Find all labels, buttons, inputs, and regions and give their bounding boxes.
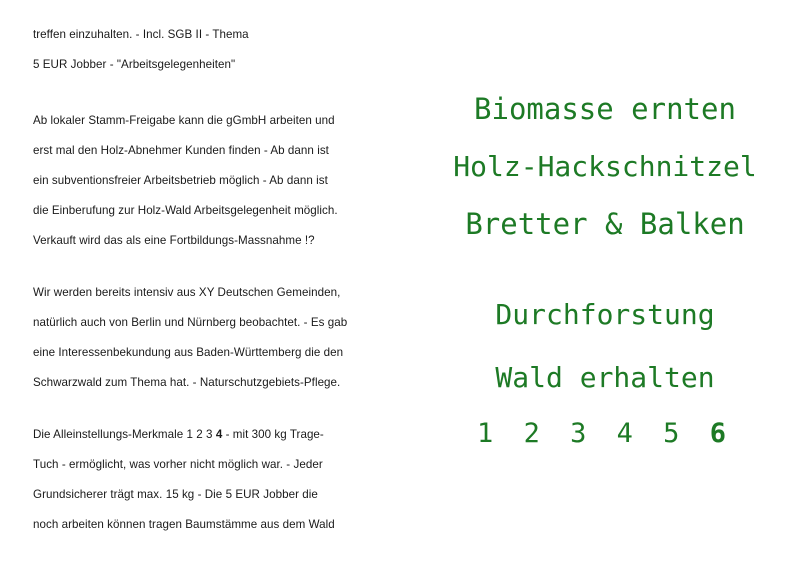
- number-4: 4: [616, 418, 640, 449]
- text-line: Verkauft wird das als eine Fortbildungs-Massnahme !?: [33, 234, 315, 247]
- text-column: [33, 20, 413, 540]
- number-sequence: [425, 418, 785, 449]
- number-1: 1: [477, 418, 501, 449]
- paragraph-gmbh: [33, 106, 413, 256]
- text-line: treffen einzuhalten. - Incl. SGB II - Thema: [33, 28, 249, 41]
- text-line: Grundsicherer trägt max. 15 kg - Die 5 EUR Jobber die: [33, 488, 318, 501]
- highlight-column: [425, 92, 785, 449]
- paragraph-merkmale: [33, 420, 413, 540]
- text-line: ein subventionsfreier Arbeitsbetrieb möglich - Ab dann ist: [33, 174, 328, 187]
- text-line: 5 EUR Jobber - "Arbeitsgelegenheiten": [33, 58, 236, 71]
- text-line: Wir werden bereits intensiv aus XY Deutschen Gemeinden,: [33, 286, 341, 299]
- text-line: eine Interessenbekundung aus Baden-Württemberg die den: [33, 346, 344, 359]
- text-line: Tuch - ermöglicht, was vorher nicht möglich war. - Jeder: [33, 458, 323, 471]
- highlight-line-wald: Wald erhalten: [495, 361, 715, 394]
- number-2: 2: [523, 418, 547, 449]
- number-5: 5: [663, 418, 687, 449]
- text-line: Schwarzwald zum Thema hat. - Naturschutzgebiets-Pflege.: [33, 376, 341, 389]
- text-line: noch arbeiten können tragen Baumstämme aus dem Wald: [33, 518, 335, 531]
- text-line: erst mal den Holz-Abnehmer Kunden finden - Ab dann ist: [33, 144, 329, 157]
- text-line: Die Alleinstellungs-Merkmale 1 2 3 4 - mit 300 kg Trage-: [33, 428, 324, 441]
- text-line: die Einberufung zur Holz-Wald Arbeitsgelegenheit möglich.: [33, 204, 338, 217]
- highlight-line-bretter: Bretter & Balken: [465, 207, 745, 241]
- number-3: 3: [570, 418, 594, 449]
- paragraph-intro: [33, 20, 413, 80]
- text-line: Ab lokaler Stamm-Freigabe kann die gGmbH arbeiten und: [33, 114, 335, 127]
- text-line: natürlich auch von Berlin und Nürnberg beobachtet. - Es gab: [33, 316, 348, 329]
- highlight-line-biomasse: Biomasse ernten: [474, 92, 736, 126]
- number-6-highlighted: 6: [709, 418, 733, 449]
- paragraph-gemeinden: [33, 278, 413, 398]
- highlight-line-hackschnitzel: Holz-Hackschnitzel: [453, 150, 757, 183]
- highlight-line-durchforstung: Durchforstung: [495, 298, 715, 331]
